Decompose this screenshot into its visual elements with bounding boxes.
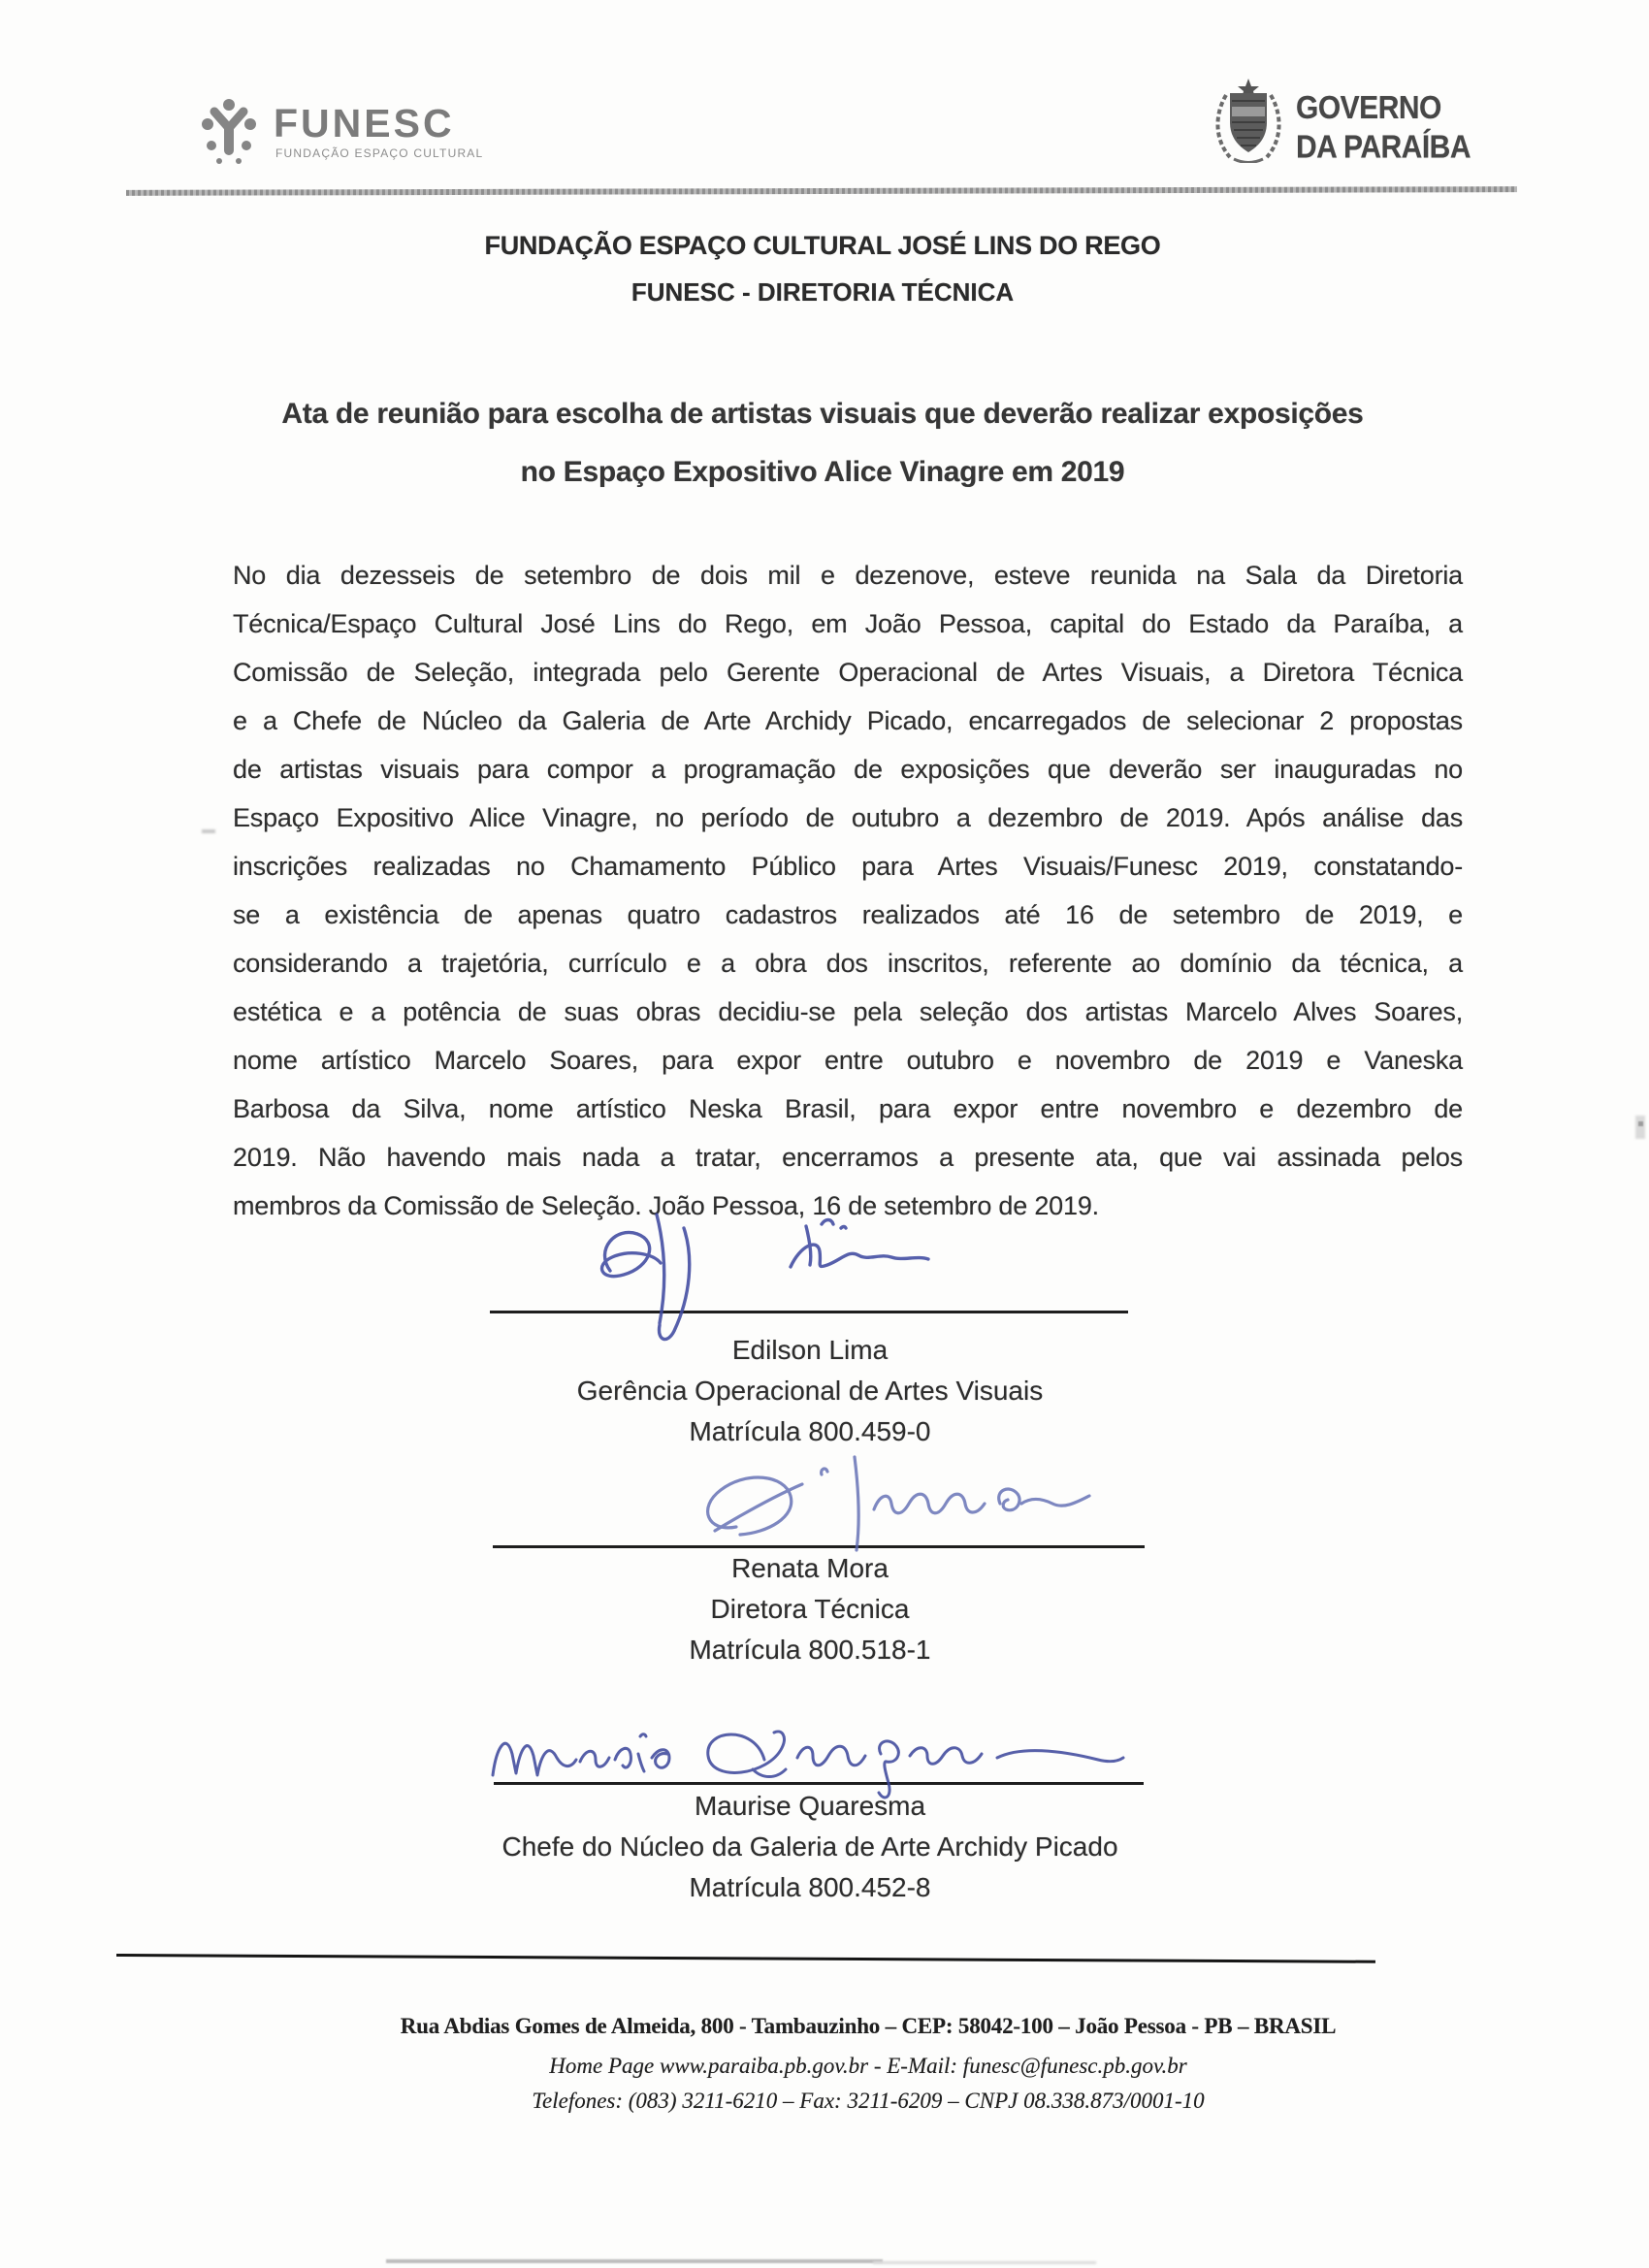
footer-homepage-email: Home Page www.paraiba.pb.gov.br - E-Mail: funesc@funesc.pb.gov.br <box>549 2054 1187 2078</box>
signature-1-name: Edilson Lima <box>731 1335 889 1365</box>
scan-artifact-right-smudge <box>1635 1116 1645 1139</box>
body-line: de artistas visuais para compor a programação de exposições que deverão ser inauguradas no <box>233 755 1463 784</box>
body-line: 2019. Não havendo mais nada a tratar, encerramos a presente ata, que vai assinada pelos <box>233 1143 1463 1172</box>
document-title-line2: no Espaço Expositivo Alice Vinagre em 2019 <box>520 456 1125 488</box>
signature-1-rule <box>490 1311 1128 1313</box>
footer-address: Rua Abdias Gomes de Almeida, 800 - Tambauzinho – CEP: 58042-100 – João Pessoa - PB – BRASIL <box>400 2014 1337 2038</box>
scan-artifact-bottom-edge-faint <box>873 2261 1096 2264</box>
signature-3-rule <box>494 1782 1144 1785</box>
governo-wordmark-line1: GOVERNO <box>1296 90 1441 127</box>
header-divider-rule <box>126 186 1517 196</box>
document-title-line1: Ata de reunião para escolha de artistas visuais que deverão realizar exposições <box>281 398 1364 430</box>
signature-1-registration: Matrícula 800.459-0 <box>689 1416 931 1446</box>
body-line: inscrições realizadas no Chamamento Público para Artes Visuais/Funesc 2019, constatando- <box>233 852 1463 881</box>
body-paragraph <box>233 551 1463 1230</box>
funesc-logo-wordmark: FUNESC <box>274 101 455 146</box>
body-line: Espaço Expositivo Alice Vinagre, no período de outubro a dezembro de 2019. Após análise das <box>233 803 1463 832</box>
signature-2-rule <box>493 1545 1145 1548</box>
scan-artifact-bottom-edge <box>386 2259 883 2263</box>
body-line: Barbosa da Silva, nome artístico Neska Brasil, para expor entre novembro e dezembro de <box>233 1094 1463 1123</box>
signature-2-registration: Matrícula 800.518-1 <box>689 1635 931 1665</box>
org-name: FUNDAÇÃO ESPAÇO CULTURAL JOSÉ LINS DO REGO <box>484 231 1161 260</box>
body-line: e a Chefe de Núcleo da Galeria de Arte Archidy Picado, encarregados de selecionar 2 propostas <box>233 706 1463 735</box>
body-line: considerando a trajetória, currículo e a obra dos inscritos, referente ao domínio da técnica, a <box>233 949 1463 978</box>
governo-paraiba-wordmark <box>1296 89 1471 168</box>
scan-artifact-left-speck <box>202 829 215 833</box>
signature-3-name: Maurise Quaresma <box>694 1791 926 1821</box>
funesc-logo-subtitle: FUNDAÇÃO ESPAÇO CULTURAL <box>275 146 484 160</box>
body-line: Técnica/Espaço Cultural José Lins do Rego, em João Pessoa, capital do Estado da Paraíba, a <box>233 609 1463 638</box>
body-line: Comissão de Seleção, integrada pelo Gerente Operacional de Artes Visuais, a Diretora Técnica <box>233 658 1463 687</box>
body-line: nome artístico Marcelo Soares, para expor entre outubro e novembro de 2019 e Vaneska <box>233 1046 1463 1075</box>
governo-wordmark-line2: DA PARAÍBA <box>1296 129 1471 166</box>
paraiba-coat-of-arms-icon <box>1211 78 1286 163</box>
body-line: se a existência de apenas quatro cadastros realizados até 16 de setembro de 2019, e <box>233 900 1463 929</box>
footer-divider-rule <box>116 1954 1375 1963</box>
funesc-person-icon <box>194 95 264 167</box>
body-line: No dia dezesseis de setembro de dois mil e dezenove, esteve reunida na Sala da Diretoria <box>233 561 1463 590</box>
signature-3-role: Chefe do Núcleo da Galeria de Arte Archidy Picado <box>501 1831 1118 1862</box>
signature-3-registration: Matrícula 800.452-8 <box>689 1872 931 1902</box>
signature-2-role: Diretora Técnica <box>710 1594 910 1624</box>
org-department: FUNESC - DIRETORIA TÉCNICA <box>630 277 1015 307</box>
body-line: membros da Comissão de Seleção. João Pessoa, 16 de setembro de 2019. <box>233 1191 1099 1220</box>
signature-1-role: Gerência Operacional de Artes Visuais <box>576 1376 1044 1406</box>
body-line: estética e a potência de suas obras decidiu-se pela seleção dos artistas Marcelo Alves Soares, <box>233 997 1463 1026</box>
footer-phones-cnpj: Telefones: (083) 3211-6210 – Fax: 3211-6209 – CNPJ 08.338.873/0001-10 <box>532 2089 1205 2113</box>
scan-artifact-right-dot <box>1638 1121 1643 1126</box>
signature-2-name: Renata Mora <box>731 1553 889 1583</box>
